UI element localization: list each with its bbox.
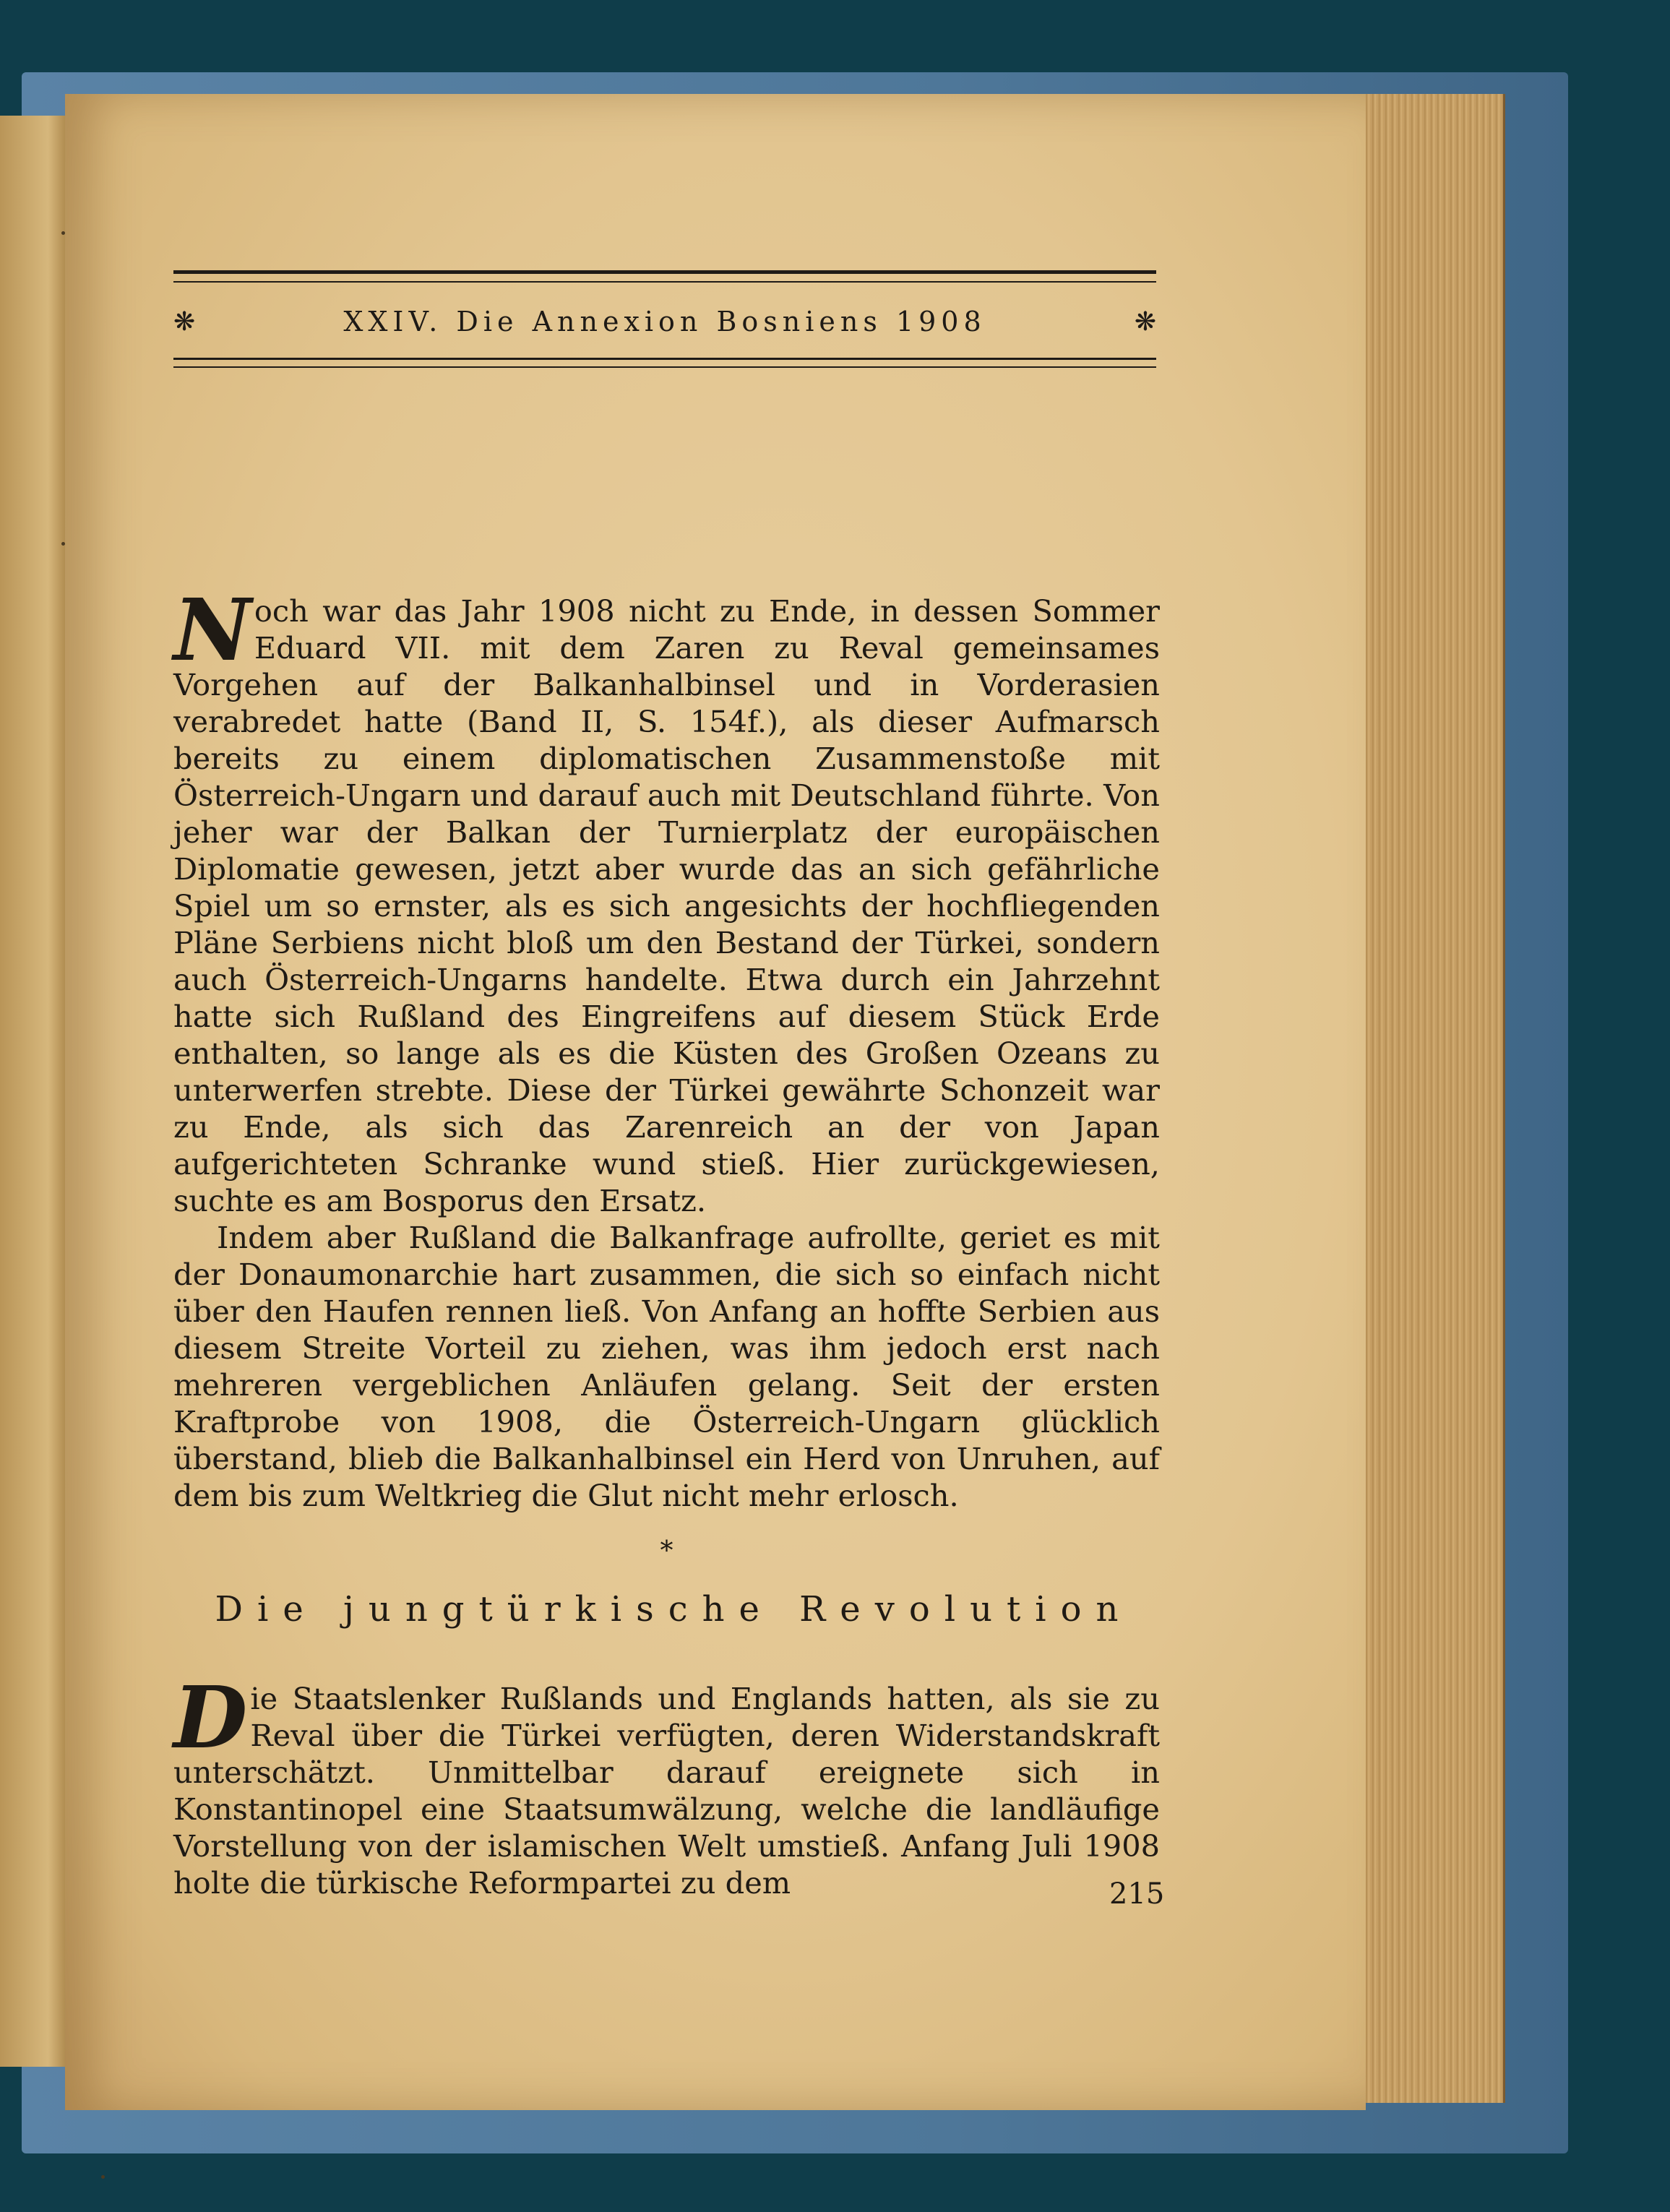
section-separator: * xyxy=(660,1536,673,1566)
header-rule-bottom-thin xyxy=(173,366,1156,368)
header-rule-top-thin xyxy=(173,281,1156,283)
header-rule-top xyxy=(173,270,1156,274)
paragraph-3-text: ie Staatslenker Rußlands und Englands hatten, als sie zu Reval über die Türkei verfügten, deren Widerstandskraft unterschätzt. Unmittelbar darauf ereignete sich in Konstantinopel eine Staatsumwälzung, welche die landläufige Vorstellung von der islamischen Welt umstieß. Anfang Juli 1908 holte die türkische Reformpartei zu dem xyxy=(173,1681,1160,1901)
paper-speck xyxy=(101,2175,105,2179)
paragraph-3 xyxy=(173,1667,1160,1901)
running-head-title: XXIV. Die Annexion Bosniens 1908 xyxy=(343,306,986,337)
paragraph-1-text: och war das Jahr 1908 nicht zu Ende, in dessen Sommer Eduard VII. mit dem Zaren zu Reval gemeinsames Vorgehen auf der Balkanhalbinsel und in Vorderasien verabredet hatte (Band II, S. 154f.), als dieser Aufmarsch bereits zu einem diplomatischen Zusammenstoße mit Österreich-Ungarn und darauf auch mit Deutschland führte. Von jeher war der Balkan der Turnierplatz der europäischen Diplomatie gewesen, jetzt aber wurde das an sich gefährliche Spiel um so ernster, als es sich angesichts der hochfliegenden Pläne Serbiens nicht bloß um den Bestand der Türkei, sondern auch Österreich-Ungarns handelte. Etwa durch ein Jahrzehnt hatte sich Rußland des Eingreifens auf diesem Stück Erde enthalten, so lange als es die Küsten des Großen Ozeans zu unterwerfen strebte. Diese der Türkei gewährte Schonzeit war zu Ende, als sich das Zarenreich an der von Japan aufgerichteten Schranke wund stieß. Hier zurückgewiesen, suchte es am Bosporus den Ersatz. xyxy=(173,593,1160,1218)
drop-cap: D xyxy=(173,1667,248,1768)
paragraph-1 xyxy=(173,580,1160,1219)
paper-speck xyxy=(61,542,65,546)
paper-speck xyxy=(61,231,65,235)
main-text xyxy=(173,580,1160,1901)
running-head xyxy=(173,296,1156,347)
section-heading: Die jungtürkische Revolution xyxy=(215,1589,1133,1630)
ornament-left-icon: ❋ xyxy=(173,306,196,337)
ornament-right-icon: ❋ xyxy=(1134,306,1156,337)
drop-cap: N xyxy=(173,580,251,680)
paragraph-2-text: Indem aber Rußland die Balkanfrage aufrollte, geriet es mit der Donaumonarchie hart zusammen, die sich so einfach nicht über den Haufen rennen ließ. Von Anfang an hoffte Serbien aus diesem Streite Vorteil zu ziehen, was ihm jedoch erst nach mehreren vergeblichen Anläufen gelang. Seit der ersten Kraftprobe von 1908, die Österreich-Ungarn glücklich überstand, blieb die Balkanhalbinsel ein Herd von Unruhen, auf dem bis zum Weltkrieg die Glut nicht mehr erlosch. xyxy=(173,1220,1160,1513)
paragraph-2 xyxy=(173,1219,1160,1514)
page-number: 215 xyxy=(1109,1877,1165,1911)
page-stack-edges xyxy=(1351,94,1505,2103)
header-rule-bottom xyxy=(173,358,1156,360)
left-page-edge xyxy=(0,116,69,2067)
